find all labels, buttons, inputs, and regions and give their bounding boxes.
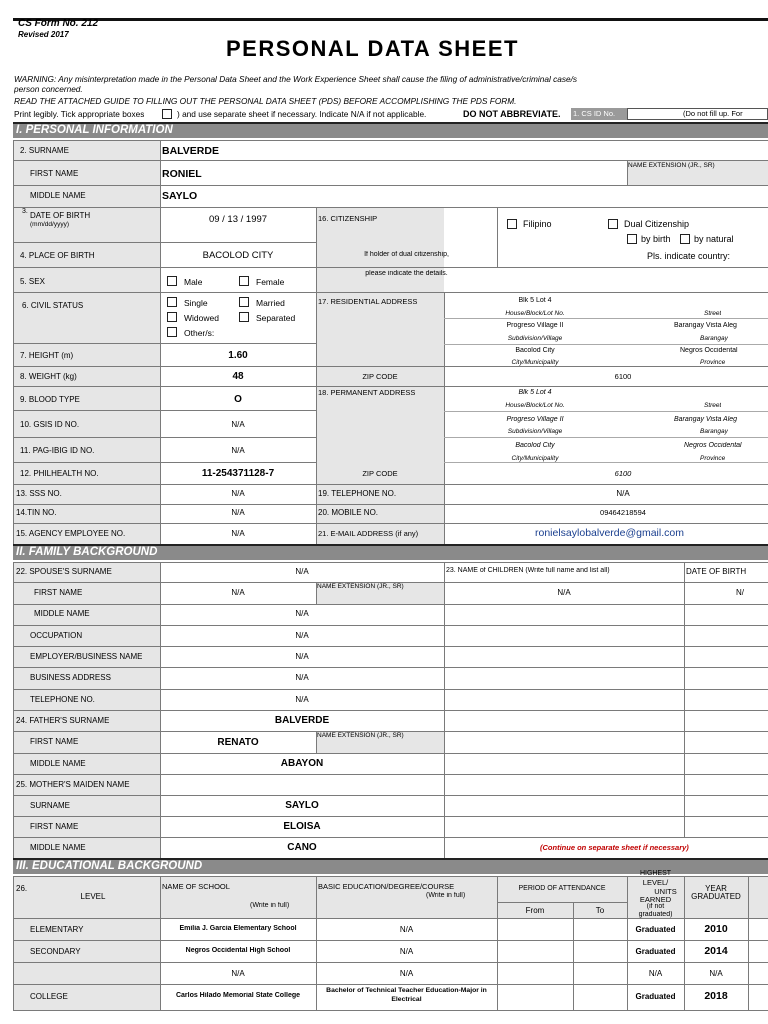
business-address-value[interactable]: N/A (295, 673, 309, 682)
read-guide-text: READ THE ATTACHED GUIDE TO FILLING OUT THE PERSONAL DATA SHEET (PDS) BEFORE ACCOMPLISHING THE PDS FORM. (14, 96, 517, 106)
edu-row-course-2[interactable]: Electrical (391, 996, 422, 1003)
edu-row-year[interactable]: 2010 (704, 923, 728, 935)
warning-text: WARNING: Any misinterpretation made in the Personal Data Sheet and the Work Experience Sheet shall cause the filing of administrative/criminal case/s (14, 74, 578, 84)
spouse-first-name-value[interactable]: N/A (231, 588, 245, 597)
height-label: 7. HEIGHT (m) (20, 351, 74, 360)
child-1-name[interactable]: N/A (557, 588, 571, 597)
education-level-header: LEVEL (80, 892, 106, 901)
father-first-name-label: FIRST NAME (30, 737, 79, 746)
perm-city-label: City/Municipality (511, 455, 559, 462)
form-number: CS Form No. 212 (18, 18, 99, 29)
education-school-write-full: (Write in full) (250, 902, 290, 909)
female-label: Female (256, 277, 285, 287)
mother-middle-name-value[interactable]: CANO (287, 842, 317, 853)
education-year-header-1: YEAR (705, 884, 727, 893)
female-checkbox[interactable] (239, 276, 249, 286)
married-checkbox[interactable] (239, 297, 249, 307)
by-birth-checkbox[interactable] (627, 234, 637, 244)
edu-row-level: SECONDARY (30, 947, 81, 956)
spouse-middle-name-label: MIDDLE NAME (34, 609, 90, 618)
weight-value[interactable]: 48 (232, 371, 244, 382)
employer-label: EMPLOYER/BUSINESS NAME (30, 652, 143, 661)
tick-sample-checkbox (162, 109, 172, 119)
res-house-label: House/Block/Lot No. (505, 310, 565, 317)
blood-type-value[interactable]: O (234, 394, 242, 405)
residential-address-label: 17. RESIDENTIAL ADDRESS (318, 297, 418, 306)
widowed-label: Widowed (184, 313, 219, 323)
edu-row-year[interactable]: 2018 (704, 990, 728, 1002)
middle-name-label: MIDDLE NAME (30, 191, 86, 200)
height-value[interactable]: 1.60 (228, 350, 248, 361)
education-highest-1: HIGHEST (639, 870, 672, 877)
education-highest-6: graduated) (638, 911, 673, 918)
middle-name-value[interactable]: SAYLO (162, 190, 198, 202)
email-label: 21. E-MAIL ADDRESS (if any) (318, 529, 419, 538)
perm-barangay-label: Barangay (700, 428, 728, 435)
citizenship-label: 16. CITIZENSHIP (318, 214, 378, 223)
spouse-middle-name-value[interactable]: N/A (295, 609, 309, 618)
perm-zip-label: ZIP CODE (362, 469, 398, 478)
father-name-ext-label: NAME EXTENSION (JR., SR) (317, 732, 404, 739)
father-first-name-value[interactable]: RENATO (217, 737, 259, 748)
business-address-label: BUSINESS ADDRESS (30, 673, 111, 682)
mother-surname-label: SURNAME (30, 801, 71, 810)
perm-street-label: Street (704, 402, 722, 409)
first-name-value[interactable]: RONIEL (162, 168, 202, 180)
spouse-surname-label: 22. SPOUSE'S SURNAME (16, 567, 112, 576)
cs-id-label: 1. CS ID No. (573, 109, 616, 118)
perm-province-label: Province (700, 455, 726, 462)
education-to-header: To (595, 906, 605, 915)
edu-row-course[interactable]: N/A (399, 925, 414, 934)
philhealth-value[interactable]: 11-254371128-7 (201, 468, 275, 479)
education-course-header: BASIC EDUCATION/DEGREE/COURSE (318, 882, 455, 891)
by-naturalization-checkbox[interactable] (680, 234, 690, 244)
do-not-abbreviate: DO NOT ABBREVIATE. (463, 109, 561, 119)
edu-row-school[interactable]: Carlos Hilado Memorial State College (175, 992, 301, 999)
permanent-address-label: 18. PERMANENT ADDRESS (318, 388, 416, 397)
gsis-value[interactable]: N/A (231, 420, 245, 429)
by-birth-label: by birth (641, 234, 671, 244)
occupation-label: OCCUPATION (30, 631, 83, 640)
agency-employee-label: 15. AGENCY EMPLOYEE NO. (16, 529, 126, 538)
education-highest-5: (if not (646, 903, 665, 910)
res-house-value[interactable]: Blk 5 Lot 4 (518, 297, 552, 304)
res-zip-label: ZIP CODE (362, 372, 398, 381)
first-name-label: FIRST NAME (30, 169, 79, 178)
dual-citizenship-checkbox[interactable] (608, 219, 618, 229)
edu-row-year[interactable]: N/A (709, 969, 723, 978)
agency-employee-value[interactable]: N/A (231, 529, 245, 538)
sss-value[interactable]: N/A (231, 489, 245, 498)
surname-label: 2. SURNAME (20, 146, 69, 155)
mobile-label: 20. MOBILE NO. (318, 508, 379, 517)
education-num-label: 26. (16, 884, 28, 893)
married-label: Married (256, 298, 285, 308)
indicate-country-label: Pls. indicate country: (647, 251, 731, 261)
page-title: PERSONAL DATA SHEET (226, 36, 519, 61)
father-middle-name-label: MIDDLE NAME (30, 759, 86, 768)
edu-row-school[interactable]: Negros Occidental High School (185, 947, 291, 954)
sss-label: 13. SSS NO. (16, 489, 62, 498)
res-zip-value[interactable]: 6100 (614, 372, 632, 381)
edu-row-course[interactable]: N/A (399, 947, 414, 956)
education-from-header: From (525, 906, 545, 915)
education-year-header-2: GRADUATED (691, 892, 741, 901)
others-checkbox[interactable] (167, 327, 177, 337)
telephone-value[interactable]: N/A (616, 489, 630, 498)
civil-status-label: 6. CIVIL STATUS (22, 301, 84, 310)
mother-maiden-name-label: 25. MOTHER'S MAIDEN NAME (16, 780, 130, 789)
children-dob-label: DATE OF BIRTH (686, 567, 747, 576)
perm-house-label: House/Block/Lot No. (505, 402, 565, 409)
spouse-telephone-value[interactable]: N/A (295, 695, 309, 704)
widowed-checkbox[interactable] (167, 312, 177, 322)
edu-row-school[interactable]: N/A (231, 969, 245, 978)
perm-subdivision-value[interactable]: Progreso Village II (506, 416, 564, 423)
mother-first-name-value[interactable]: ELOISA (283, 821, 321, 832)
blood-type-label: 9. BLOOD TYPE (20, 395, 80, 404)
perm-house-value[interactable]: Blk 5 Lot 4 (518, 389, 552, 396)
mother-surname-value[interactable]: SAYLO (285, 800, 319, 811)
edu-row-highest[interactable]: N/A (648, 969, 663, 978)
gsis-label: 10. GSIS ID NO. (20, 420, 80, 429)
by-naturalization-label: by natural (694, 234, 734, 244)
child-1-dob[interactable]: N/ (736, 588, 744, 597)
res-city-label: City/Municipality (511, 359, 559, 366)
do-not-fill-note: (Do not fill up. For (683, 109, 743, 118)
separated-checkbox[interactable] (239, 312, 249, 322)
warning-text-2: person concerned. (14, 84, 83, 94)
res-province-value[interactable]: Negros Occidental (680, 347, 738, 354)
edu-row-highest[interactable]: Graduated (635, 925, 676, 934)
res-street-label: Street (704, 310, 722, 317)
tin-value[interactable]: N/A (231, 508, 245, 517)
edu-row-highest[interactable]: Graduated (635, 992, 676, 1001)
pob-value[interactable]: BACOLOD CITY (202, 250, 274, 261)
edu-row-highest[interactable]: Graduated (635, 947, 676, 956)
dual-citizenship-label: Dual Citizenship (624, 219, 690, 229)
print-legibly-text-2: ) and use separate sheet if necessary. Indicate N/A if not applicable. (177, 109, 427, 119)
education-highest-2: LEVEL/ (642, 878, 669, 887)
section-personal-information: I. PERSONAL INFORMATION (13, 122, 768, 138)
employer-value[interactable]: N/A (295, 652, 309, 661)
perm-zip-value[interactable]: 6100 (614, 469, 632, 478)
dual-note-2: please indicate the details. (365, 270, 448, 277)
father-surname-label: 24. FATHER'S SURNAME (16, 716, 110, 725)
res-barangay-label: Barangay (700, 335, 728, 342)
male-checkbox[interactable] (167, 276, 177, 286)
single-checkbox[interactable] (167, 297, 177, 307)
print-legibly-text: Print legibly. Tick appropriate boxes (14, 109, 145, 119)
email-value[interactable]: ronielsaylobalverde@gmail.com (535, 527, 684, 539)
perm-barangay-value[interactable]: Barangay Vista Aleg (674, 416, 738, 423)
filipino-label: Filipino (523, 219, 552, 229)
mother-middle-name-label: MIDDLE NAME (30, 843, 86, 852)
mother-first-name-label: FIRST NAME (30, 822, 79, 831)
education-school-header: NAME OF SCHOOL (162, 882, 230, 891)
name-extension-label: NAME EXTENSION (JR., SR) (628, 162, 715, 169)
edu-row-school[interactable]: Emilia J. Garcia Elementary School (179, 925, 297, 932)
pagibig-label: 11. PAG-IBIG ID NO. (20, 446, 95, 455)
separated-label: Separated (256, 313, 296, 323)
perm-province-value[interactable]: Negros Occidental (684, 442, 742, 449)
male-label: Male (184, 277, 203, 287)
edu-row-course[interactable]: N/A (399, 969, 414, 978)
occupation-value[interactable]: N/A (295, 631, 309, 640)
section-educational-background: III. EDUCATIONAL BACKGROUND (13, 858, 768, 874)
surname-value[interactable]: BALVERDE (162, 145, 219, 157)
education-course-write-full: (Write in full) (426, 892, 466, 899)
edu-row-level: ELEMENTARY (30, 925, 84, 934)
res-province-label: Province (700, 359, 726, 366)
dob-format: (mm/dd/yyyy) (30, 221, 69, 228)
edu-row-year[interactable]: 2014 (704, 945, 728, 957)
children-label: 23. NAME of CHILDREN (Write full name and list all) (446, 567, 610, 574)
res-subdivision-value[interactable]: Progreso Village II (506, 322, 564, 329)
education-highest-3: UNITS (654, 887, 677, 896)
spouse-name-ext-label: NAME EXTENSION (JR., SR) (317, 583, 404, 590)
others-label: Other/s: (184, 328, 215, 338)
pob-label: 4. PLACE OF BIRTH (20, 251, 95, 260)
weight-label: 8. WEIGHT (kg) (20, 372, 77, 381)
spouse-telephone-label: TELEPHONE NO. (30, 695, 95, 704)
philhealth-label: 12. PHILHEALTH NO. (20, 469, 99, 478)
mobile-value[interactable]: 09464218594 (600, 508, 646, 517)
section-family-background: II. FAMILY BACKGROUND (13, 544, 768, 560)
continue-note: (Continue on separate sheet if necessary) (540, 843, 689, 852)
father-surname-value[interactable]: BALVERDE (274, 715, 330, 726)
res-city-value[interactable]: Bacolod City (515, 347, 555, 354)
dob-label: DATE OF BIRTH (30, 211, 91, 220)
single-label: Single (184, 298, 208, 308)
dob-label-num: 3. (22, 208, 28, 215)
edu-row-level: COLLEGE (30, 992, 68, 1001)
sex-label: 5. SEX (20, 277, 45, 286)
res-subdivision-label: Subdivision/Village (507, 335, 563, 342)
spouse-surname-value[interactable]: N/A (295, 567, 309, 576)
perm-city-value[interactable]: Bacolod City (515, 442, 555, 449)
pagibig-value[interactable]: N/A (231, 446, 245, 455)
form-revised: Revised 2017 (18, 30, 69, 39)
dual-note-1: If holder of dual citizenship, (364, 251, 449, 258)
filipino-checkbox[interactable] (507, 219, 517, 229)
perm-subdivision-label: Subdivision/Village (507, 428, 563, 435)
dob-value[interactable]: 09 / 13 / 1997 (208, 214, 268, 225)
tin-label: 14.TIN NO. (16, 508, 57, 517)
edu-row-course[interactable]: Bachelor of Technical Teacher Education-Major in (326, 987, 487, 994)
father-middle-name-value[interactable]: ABAYON (280, 758, 324, 769)
spouse-first-name-label: FIRST NAME (34, 588, 83, 597)
telephone-label: 19. TELEPHONE NO. (318, 489, 397, 498)
education-period-header: PERIOD OF ATTENDANCE (518, 885, 606, 892)
res-barangay-value[interactable]: Barangay Vista Aleg (674, 322, 737, 329)
education-highest-4: EARNED (639, 895, 672, 904)
